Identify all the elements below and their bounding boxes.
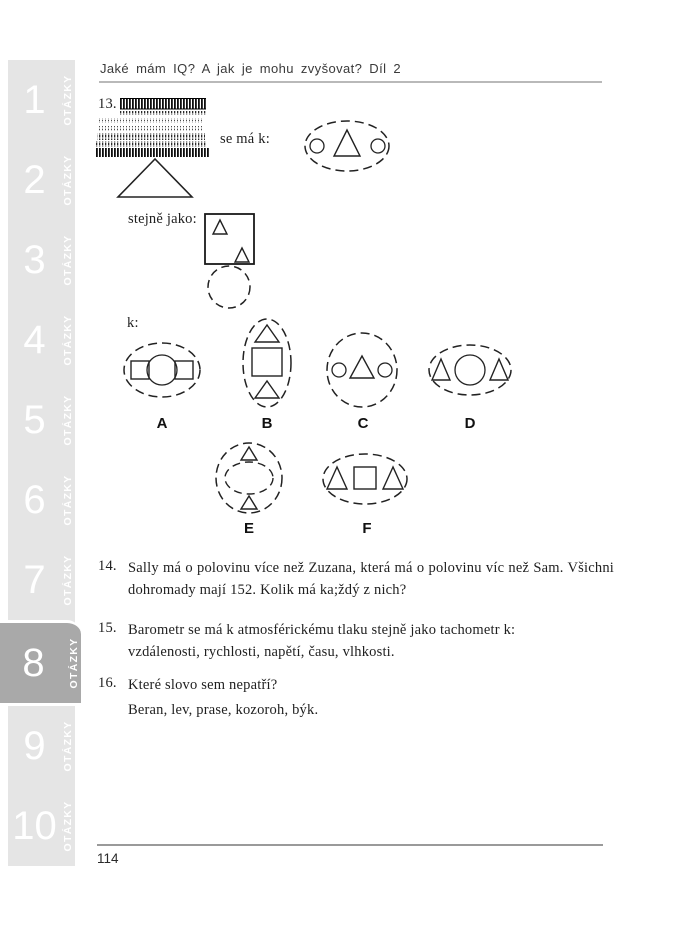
footer-rule [97,844,603,846]
triangle-icon [327,467,347,489]
sidebar-tab-label: OTÁZKY [62,800,74,852]
sidebar-tab-number: 5 [23,398,46,442]
sidebar-tab-number: 4 [23,318,46,362]
dashed-circle [208,266,250,308]
sidebar-tab-label: OTÁZKY [62,154,74,206]
option-b-figure [242,318,292,408]
circle-icon [147,355,177,385]
triangle-icon [350,356,374,378]
option-b-label: B [261,415,273,432]
sidebar-tab-label: OTÁZKY [62,234,74,286]
sidebar-tab-7 [8,540,75,620]
sidebar-tab-label: OTÁZKY [62,720,74,772]
sidebar-tab-6 [8,460,75,540]
triangle-icon [241,496,257,509]
q13-hatched-block-triangle-figure [96,98,212,200]
circle-icon [332,363,346,377]
q15-text-line2: vzdálenosti, rychlosti, napětí, času, vlhkosti. [128,644,395,660]
square-icon [354,467,376,489]
triangle-icon [490,359,508,380]
sidebar-tab-number: 6 [23,478,46,522]
sidebar-tab-label: OTÁZKY [62,74,74,126]
hatch-stripe-medium [96,141,206,147]
q13-target-ellipse-figure [303,120,391,172]
sidebar-tab-number: 9 [23,724,46,768]
triangle-icon [235,248,249,262]
triangle-icon [255,381,279,398]
q16-answer-options: Beran, lev, prase, kozoroh, býk. [128,702,319,718]
q14-text: Sally má o polovinu více než Zuzana, která má o polovinu víc než Sam. Všichni dohromady mají 152. Kolik má ka;ždý z nich? [128,560,614,598]
sidebar-tab-number: 2 [23,158,46,202]
q16-number: 16. [98,675,117,691]
option-a-figure [123,342,201,398]
page-number: 114 [97,851,119,866]
q14-number: 14. [98,558,117,574]
circle-icon [455,355,485,385]
triangle-icon [255,325,279,342]
square-icon [175,361,193,379]
sidebar-tab-label: OTÁZKY [62,314,74,366]
triangle-icon [383,467,403,489]
sidebar-tab-number: 8 [22,641,45,685]
hatch-stripe-dark [120,98,206,109]
square-icon [131,361,149,379]
sidebar-tab-1 [8,60,75,140]
dashed-ellipse [124,343,200,397]
circle-icon [310,139,324,153]
option-a-label: A [156,415,168,432]
sidebar-tab-label: OTÁZKY [68,637,80,689]
hatch-stripe-medium [97,133,205,140]
circle-icon [371,139,385,153]
sidebar-tab-number: 3 [23,238,46,282]
option-d-label: D [464,415,476,432]
square-icon [252,348,282,376]
sidebar-tab-number: 7 [23,558,46,602]
dashed-ellipse [429,345,511,395]
sidebar-tab-label: OTÁZKY [62,554,74,606]
sidebar-tab-2 [8,140,75,220]
dashed-ellipse [323,454,407,504]
dashed-ellipse [225,462,273,494]
hatch-stripe-light [97,126,204,131]
sidebar-tab-number: 10 [12,804,57,848]
sidebar-tab-10 [8,786,75,866]
sidebar-tab-9 [8,706,75,786]
q13-number: 13. [98,96,117,112]
option-c-label: C [357,415,369,432]
option-e-label: E [243,520,255,537]
sidebar-tab-4 [8,300,75,380]
hatch-stripe-light [97,118,204,123]
q13-relates-label: se má k: [220,131,270,147]
option-f-figure [322,453,408,505]
sidebar-tab-label: OTÁZKY [62,474,74,526]
triangle-icon [213,220,227,234]
q15-text-line1: Barometr se má k atmosférickému tlaku stejně jako tachometr k: [128,622,516,638]
triangle-icon [432,359,450,380]
option-f-label: F [362,520,372,537]
dashed-circle [216,443,282,513]
option-c-figure [326,332,398,408]
option-e-figure [214,442,284,514]
header-rule [99,81,602,83]
hatch-stripe-dark [96,148,209,157]
triangle-icon [334,130,360,156]
page-header-title: Jaké mám IQ? A jak je mohu zvyšovat? Díl 2 [100,61,402,76]
circle-icon [378,363,392,377]
triangle-icon [118,159,192,197]
sidebar-tab-3 [8,220,75,300]
q13-to-label: k: [127,315,139,331]
triangle-icon [241,447,257,460]
hatch-stripe-medium [120,111,206,115]
dashed-ellipse [243,319,291,407]
sidebar-tab-8-active [0,620,81,706]
sidebar-tab-5 [8,380,75,460]
sidebar-tab-label: OTÁZKY [62,394,74,446]
q16-text: Které slovo sem nepatří? [128,677,278,693]
sidebar-tab-number: 1 [23,78,46,122]
sidebar [8,60,80,866]
option-d-figure [428,344,512,396]
q13-square-circle-figure [202,213,258,311]
q13-same-as-label: stejně jako: [128,211,197,227]
dashed-circle [327,333,397,407]
q15-number: 15. [98,620,117,636]
